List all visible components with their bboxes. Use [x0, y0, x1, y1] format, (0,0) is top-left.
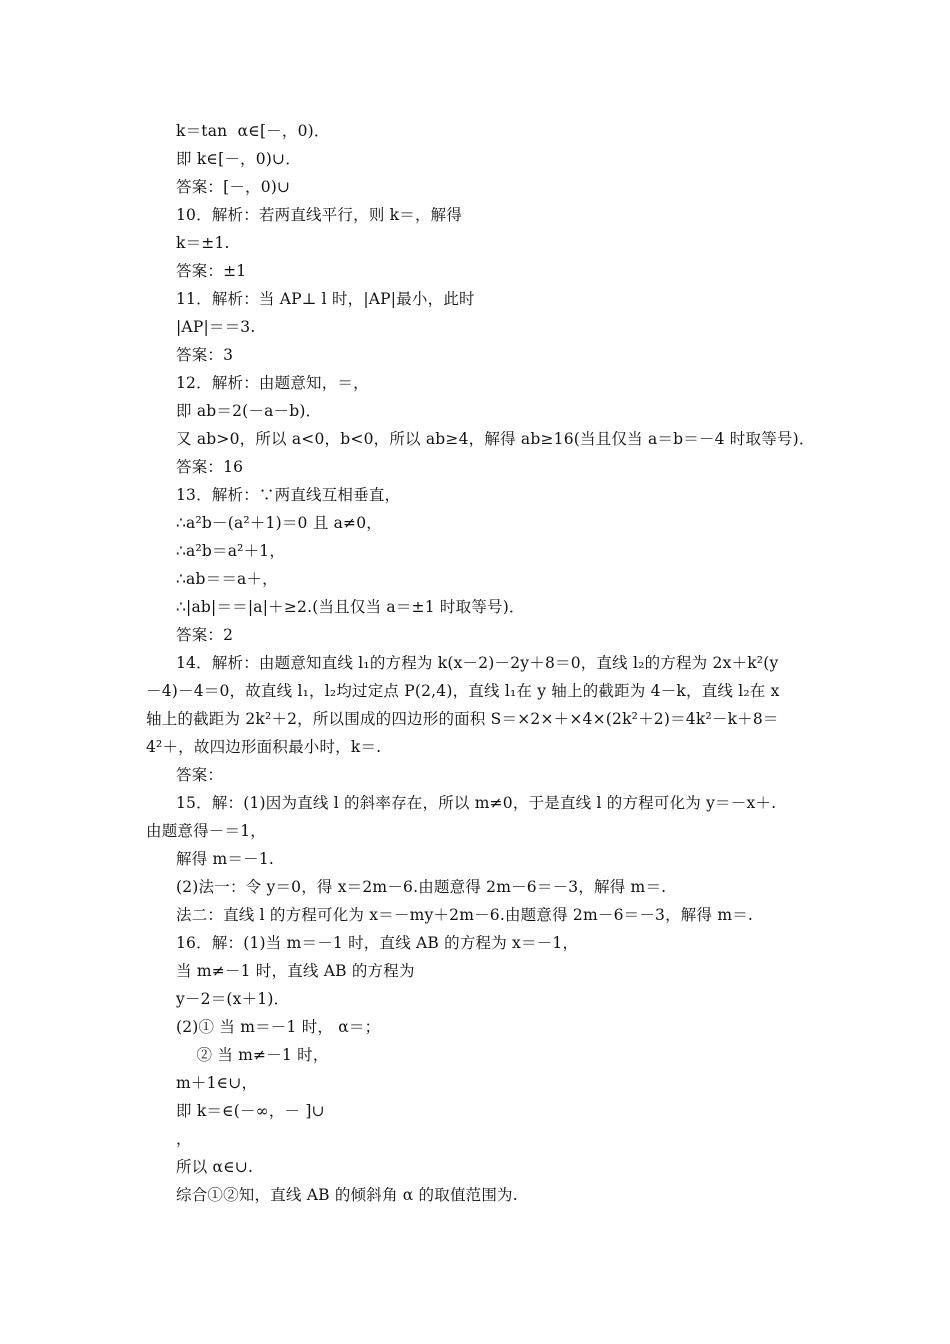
- text-line-q15-solution: 15．解：(1)因为直线 l 的斜率存在，所以 m≠0，于是直线 l 的方程可化为 y＝－x＋.: [176, 794, 777, 812]
- text-line-q13-step2: ∴a²b＝a²＋1，: [176, 542, 286, 560]
- text-line-q10-result: k＝±1.: [176, 234, 230, 252]
- text-line-answer-10: 答案：±1: [176, 262, 247, 280]
- text-line-q10-analysis: 10．解析：若两直线平行，则 k＝，解得: [176, 206, 463, 224]
- text-line-q12-analysis: 12．解析：由题意知，＝，: [176, 374, 369, 392]
- text-line-q14-cont2: 轴上的截距为 2k²＋2，所以围成的四边形的面积 S＝×2×＋×4×(2k²＋2)＝4k²－k＋8＝: [146, 710, 779, 728]
- text-line-answer-14: 答案：: [176, 766, 224, 784]
- text-line-q11-analysis: 11．解析：当 AP⊥ l 时，|AP|最小，此时: [176, 290, 475, 308]
- text-line-q15-result: 解得 m＝－1.: [176, 850, 275, 868]
- text-line-q16-part2-case1: (2)① 当 m＝－1 时， α＝；: [176, 1018, 381, 1036]
- text-line-q11-result: |AP|＝＝3.: [176, 318, 256, 336]
- text-line-answer-9: 答案：[－，0)∪: [176, 178, 291, 196]
- text-line-q13-step1: ∴a²b－(a²＋1)＝0 且 a≠0，: [176, 514, 382, 532]
- text-line-q16-k-range: 即 k＝∈(－∞，－ ]∪: [176, 1102, 325, 1120]
- text-line-q16-case2: 当 m≠－1 时，直线 AB 的方程为: [176, 962, 415, 980]
- text-line-q16-conclusion: 综合①②知，直线 AB 的倾斜角 α 的取值范围为.: [176, 1186, 518, 1204]
- text-line-q15-method1: (2)法一：令 y＝0，得 x＝2m－6.由题意得 2m－6＝－3，解得 m＝.: [176, 878, 667, 896]
- text-line-q14-cont3: 4²＋，故四边形面积最小时，k＝.: [146, 738, 382, 756]
- text-line-q16-comma: ，: [176, 1130, 192, 1148]
- text-line-q15-method2: 法二：直线 l 的方程可化为 x＝－my＋2m－6.由题意得 2m－6＝－3，解得 m＝.: [176, 906, 754, 924]
- text-line-q13-analysis: 13．解析：∵两直线互相垂直，: [176, 486, 401, 504]
- text-line-q13-step4: ∴|ab|＝＝|a|＋≥2.(当且仅当 a＝±1 时取等号)．: [176, 598, 525, 616]
- text-line-q14-cont1: －4)－4＝0，故直线 l₁，l₂均过定点 P(2,4)，直线 l₁在 y 轴上的截距为 4－k，直线 l₂在 x: [146, 682, 780, 700]
- text-line-q12-step2: 又 ab>0，所以 a<0，b<0，所以 ab≥4，解得 ab≥16(当且仅当 a＝b＝－4 时取等号)．: [176, 430, 815, 448]
- text-line-q16-solution: 16．解：(1)当 m＝－1 时，直线 AB 的方程为 x＝－1，: [176, 934, 579, 952]
- text-line-slope-k-tan-alpha: k＝tan α∈[－，0)．: [176, 122, 330, 140]
- text-line-q15-cont: 由题意得－＝1，: [146, 822, 266, 840]
- text-line-answer-11: 答案：3: [176, 346, 234, 364]
- text-line-q12-step1: 即 ab＝2(－a－b)．: [176, 402, 322, 420]
- text-line-q14-analysis: 14．解析：由题意知直线 l₁的方程为 k(x－2)－2y＋8＝0，直线 l₂的方程为 2x＋k²(y: [176, 654, 779, 672]
- text-line-k-range: 即 k∈[－，0)∪．: [176, 150, 301, 168]
- text-line-answer-13: 答案：2: [176, 626, 234, 644]
- text-line-q16-equation: y－2＝(x＋1)．: [176, 990, 290, 1008]
- text-line-q16-alpha-range: 所以 α∈∪.: [176, 1158, 254, 1176]
- text-line-q16-m-range: m＋1∈∪，: [176, 1074, 258, 1092]
- text-line-q13-step3: ∴ab＝＝a＋，: [176, 570, 278, 588]
- text-line-answer-12: 答案：16: [176, 458, 244, 476]
- text-line-q16-part2-case2: ② 当 m≠－1 时，: [176, 1046, 329, 1064]
